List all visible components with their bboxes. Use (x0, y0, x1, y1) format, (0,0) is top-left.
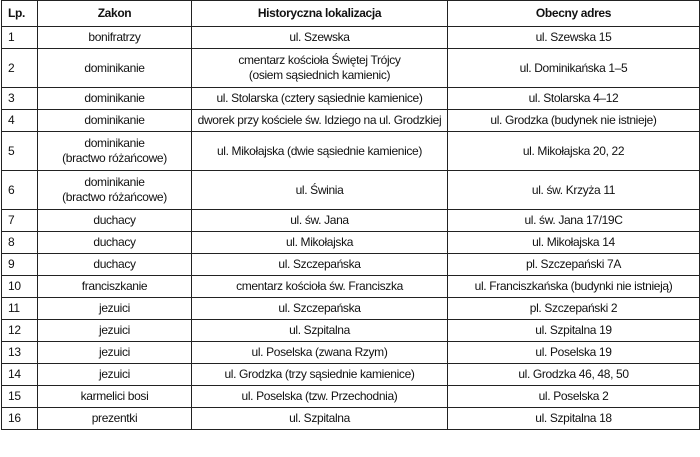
cell-obecny-line: ul. św. Krzyża 11 (531, 182, 616, 197)
cell-zakon (38, 298, 192, 320)
table-row (2, 210, 700, 232)
table-row (2, 320, 700, 342)
cell-obecny (448, 408, 700, 430)
table-row (2, 298, 700, 320)
table-row (2, 342, 700, 364)
cell-lp: 14 (2, 364, 38, 386)
header-obecny: Obecny adres (448, 1, 700, 27)
cell-obecny-line: ul. św. Jana 17/19C (524, 213, 623, 227)
header-historyczna: Historyczna lokalizacja (192, 1, 448, 27)
table-row (2, 364, 700, 386)
table-body (2, 27, 700, 430)
cell-historyczna-line: ul. Mikołajska (dwie sąsiednie kamienice) (216, 143, 423, 158)
cell-historyczna-line: ul. Szpitalna (289, 411, 350, 425)
header-row (2, 1, 700, 27)
cell-historyczna-line: cmentarz kościoła św. Franciszka (236, 279, 403, 293)
cell-zakon (38, 132, 192, 171)
cell-lp: 2 (2, 49, 38, 88)
cell-obecny (448, 364, 700, 386)
cell-historyczna (192, 110, 448, 132)
cell-historyczna-line: ul. Szczepańska (278, 301, 361, 315)
cell-lp: 5 (2, 132, 38, 171)
cell-zakon-line: jezuici (99, 301, 130, 315)
cell-zakon-line: karmelici bosi (80, 389, 149, 403)
cell-zakon (38, 408, 192, 430)
cell-zakon-line: dominikanie (84, 91, 145, 105)
cell-zakon-line: duchacy (93, 235, 136, 249)
cell-obecny-line: ul. Szpitalna 19 (535, 323, 612, 337)
cell-zakon (38, 276, 192, 298)
cell-obecny (448, 298, 700, 320)
cell-zakon-line: jezuici (99, 367, 130, 381)
cell-obecny (448, 386, 700, 408)
cell-historyczna (192, 232, 448, 254)
cell-obecny (448, 171, 700, 210)
cell-obecny (448, 276, 700, 298)
cell-lp: 15 (2, 386, 38, 408)
cell-historyczna-line: ul. Szczepańska (278, 257, 361, 271)
cell-obecny (448, 210, 700, 232)
table-row (2, 276, 700, 298)
table-row (2, 110, 700, 132)
cell-historyczna-line: ul. Szpitalna (289, 323, 350, 337)
orders-table (1, 0, 700, 430)
cell-zakon-line: dominikanie (84, 60, 145, 75)
table-row (2, 88, 700, 110)
cell-zakon-line: duchacy (93, 257, 136, 271)
cell-obecny-line: ul. Mikołajska 20, 22 (522, 143, 625, 158)
cell-historyczna (192, 132, 448, 171)
cell-zakon (38, 110, 192, 132)
cell-zakon (38, 27, 192, 49)
cell-zakon (38, 320, 192, 342)
header-lp: Lp. (2, 1, 38, 27)
cell-zakon-line: dominikanie (84, 136, 145, 150)
cell-obecny-line: ul. Franciszkańska (budynki nie istnieją) (474, 279, 673, 293)
cell-historyczna-line: ul. św. Jana (290, 213, 349, 227)
cell-historyczna (192, 254, 448, 276)
cell-lp: 10 (2, 276, 38, 298)
cell-zakon (38, 386, 192, 408)
cell-obecny (448, 88, 700, 110)
cell-obecny (448, 110, 700, 132)
table-row (2, 408, 700, 430)
cell-historyczna-line: (osiem sąsiednich kamienic) (248, 68, 391, 82)
cell-historyczna-line: cmentarz kościoła Świętej Trójcy (238, 53, 401, 67)
cell-historyczna-line: ul. Świnia (295, 182, 344, 197)
table-row (2, 132, 700, 171)
table-row (2, 386, 700, 408)
table-row (2, 171, 700, 210)
cell-lp: 4 (2, 110, 38, 132)
cell-obecny (448, 342, 700, 364)
table-row (2, 49, 700, 88)
cell-historyczna-line: ul. Grodzka (trzy sąsiednie kamienice) (224, 367, 415, 381)
cell-historyczna (192, 386, 448, 408)
cell-zakon-line: jezuici (99, 345, 130, 359)
cell-obecny-line: pl. Szczepański 7A (525, 257, 622, 271)
cell-zakon (38, 232, 192, 254)
cell-zakon (38, 171, 192, 210)
cell-historyczna (192, 408, 448, 430)
cell-lp: 8 (2, 232, 38, 254)
cell-zakon (38, 364, 192, 386)
cell-obecny-line: ul. Grodzka (budynek nie istnieje) (490, 113, 657, 127)
cell-obecny (448, 27, 700, 49)
cell-historyczna (192, 210, 448, 232)
cell-zakon-line: (bractwo różańcowe) (62, 151, 167, 165)
cell-zakon-line: duchacy (93, 213, 136, 227)
cell-historyczna-line: ul. Poselska (zwana Rzym) (251, 345, 388, 359)
cell-historyczna (192, 88, 448, 110)
cell-obecny-line: ul. Poselska 2 (538, 389, 609, 403)
cell-zakon (38, 49, 192, 88)
cell-historyczna (192, 171, 448, 210)
cell-obecny (448, 232, 700, 254)
cell-lp: 9 (2, 254, 38, 276)
cell-historyczna (192, 49, 448, 88)
cell-historyczna (192, 27, 448, 49)
cell-zakon-line: franciszkanie (81, 279, 148, 293)
header-zakon: Zakon (38, 1, 192, 27)
cell-zakon-line: bonifratrzy (88, 30, 141, 44)
cell-lp: 1 (2, 27, 38, 49)
cell-zakon (38, 254, 192, 276)
cell-zakon-line: jezuici (99, 323, 130, 337)
cell-obecny (448, 320, 700, 342)
cell-lp: 7 (2, 210, 38, 232)
table-row (2, 254, 700, 276)
cell-obecny (448, 132, 700, 171)
cell-lp: 16 (2, 408, 38, 430)
table-row (2, 232, 700, 254)
cell-obecny-line: pl. Szczepański 2 (529, 301, 618, 315)
cell-obecny-line: ul. Szewska 15 (535, 30, 612, 44)
cell-historyczna-line: ul. Szewska (289, 30, 350, 44)
cell-obecny-line: ul. Stolarska 4–12 (528, 91, 619, 105)
cell-lp: 12 (2, 320, 38, 342)
cell-historyczna-line: ul. Stolarska (cztery sąsiednie kamienice) (216, 91, 423, 105)
cell-zakon (38, 88, 192, 110)
cell-zakon-line: dominikanie (84, 113, 145, 127)
cell-lp: 11 (2, 298, 38, 320)
cell-historyczna-line: ul. Mikołajska (285, 235, 354, 249)
cell-obecny-line: ul. Poselska 19 (535, 345, 612, 359)
cell-historyczna (192, 298, 448, 320)
table-row (2, 27, 700, 49)
cell-obecny-line: ul. Szpitalna 18 (535, 411, 612, 425)
cell-historyczna (192, 320, 448, 342)
cell-obecny-line: ul. Dominikańska 1–5 (519, 60, 628, 75)
cell-historyczna-line: dworek przy kościele św. Idziego na ul. Grodzkiej (197, 113, 442, 127)
cell-zakon (38, 210, 192, 232)
cell-historyczna (192, 276, 448, 298)
cell-historyczna (192, 364, 448, 386)
cell-lp: 6 (2, 171, 38, 210)
cell-zakon-line: (bractwo różańcowe) (62, 190, 167, 204)
cell-historyczna-line: ul. Poselska (tzw. Przechodnia) (241, 389, 398, 403)
cell-zakon (38, 342, 192, 364)
cell-zakon-line: prezentki (91, 411, 138, 425)
cell-obecny (448, 49, 700, 88)
cell-obecny-line: ul. Mikołajska 14 (532, 235, 615, 249)
cell-lp: 13 (2, 342, 38, 364)
cell-obecny-line: ul. Grodzka 46, 48, 50 (518, 367, 629, 381)
cell-lp: 3 (2, 88, 38, 110)
cell-historyczna (192, 342, 448, 364)
cell-obecny (448, 254, 700, 276)
cell-zakon-line: dominikanie (84, 175, 145, 189)
